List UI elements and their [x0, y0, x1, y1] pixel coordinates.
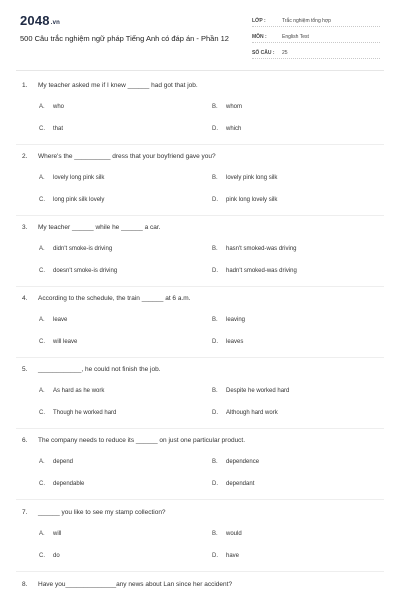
option-text: didn't smoke-is driving: [53, 246, 113, 252]
option-letter: A.: [39, 175, 45, 181]
meta-row-class: [252, 13, 380, 27]
option-text: do: [53, 553, 60, 559]
question-number: 7.: [22, 509, 28, 516]
question-divider: [16, 357, 384, 358]
option-letter: C.: [39, 553, 45, 559]
option-c[interactable]: [39, 410, 116, 416]
option-text: Despite he worked hard: [226, 388, 290, 394]
meta-row-count: [252, 45, 380, 59]
question-stem: [22, 153, 216, 160]
question-text: Where's the __________ dress that your boyfriend gave you?: [38, 153, 216, 160]
option-letter: C.: [39, 126, 45, 132]
question-text: ______ you like to see my stamp collection?: [38, 509, 166, 516]
question-stem: [22, 295, 191, 302]
option-text: dependant: [226, 481, 255, 487]
option-text: long pink silk lovely: [53, 197, 105, 203]
question-number: 6.: [22, 437, 28, 444]
option-d[interactable]: [212, 268, 297, 274]
question-number: 5.: [22, 366, 28, 373]
option-a[interactable]: [39, 317, 67, 323]
option-letter: B.: [212, 104, 218, 110]
option-a[interactable]: [39, 104, 64, 110]
question-number: 1.: [22, 82, 28, 89]
question-text: Have you______________any news about Lan since her accident?: [38, 581, 233, 588]
option-text: hasn't smoked-was driving: [226, 246, 297, 252]
question-number: 3.: [22, 224, 28, 231]
option-text: whom: [226, 104, 243, 110]
option-text: lovely pink long silk: [226, 175, 278, 181]
option-text: As hard as he work: [53, 388, 105, 394]
option-text: will leave: [53, 339, 78, 345]
meta-row-subject: [252, 29, 380, 43]
question-divider: [16, 499, 384, 500]
option-letter: D.: [212, 197, 218, 203]
option-text: dependable: [53, 481, 85, 487]
option-letter: C.: [39, 268, 45, 274]
option-d[interactable]: [212, 410, 278, 416]
meta-value: Trắc nghiệm tổng hợp: [282, 18, 331, 24]
meta-label: MÔN :: [252, 34, 267, 40]
question-text: My teacher ______ while he ______ a car.: [38, 224, 161, 231]
option-text: lovely long pink silk: [53, 175, 105, 181]
option-b[interactable]: [212, 246, 297, 252]
option-b[interactable]: [212, 104, 242, 110]
option-letter: A.: [39, 388, 45, 394]
logo-suffix: .vn: [50, 20, 61, 26]
option-letter: B.: [212, 246, 218, 252]
question-text: According to the schedule, the train ______ at 6 a.m.: [38, 295, 191, 302]
option-text: which: [226, 126, 242, 132]
question-text: ____________, he could not finish the job.: [38, 366, 161, 373]
option-c[interactable]: [39, 197, 104, 203]
document-meta: [252, 13, 380, 61]
question-divider: [16, 215, 384, 216]
option-letter: C.: [39, 481, 45, 487]
option-letter: D.: [212, 553, 218, 559]
question-divider: [16, 571, 384, 572]
meta-value: 25: [282, 50, 288, 56]
option-text: who: [53, 104, 65, 110]
option-text: dependence: [226, 459, 260, 465]
option-letter: D.: [212, 481, 218, 487]
option-text: leaving: [226, 317, 246, 323]
option-b[interactable]: [212, 459, 259, 465]
option-text: hadn't smoked-was driving: [226, 268, 297, 274]
option-b[interactable]: [212, 531, 242, 537]
question-stem: [22, 224, 161, 231]
document-title: 500 Câu trắc nghiệm ngữ pháp Tiếng Anh có đáp án - Phần 12: [20, 34, 229, 43]
option-c[interactable]: [39, 126, 63, 132]
option-a[interactable]: [39, 531, 61, 537]
question-text: The company needs to reduce its ______ on just one particular product.: [38, 437, 246, 444]
option-d[interactable]: [212, 197, 277, 203]
question-stem: [22, 366, 161, 373]
option-b[interactable]: [212, 317, 245, 323]
meta-label: SỐ CÂU :: [252, 50, 275, 56]
option-text: depend: [53, 459, 74, 465]
option-letter: A.: [39, 246, 45, 252]
option-c[interactable]: [39, 481, 84, 487]
option-letter: D.: [212, 410, 218, 416]
option-text: will: [53, 531, 62, 537]
question-text: My teacher asked me if I knew ______ had got that job.: [38, 82, 198, 89]
option-letter: C.: [39, 339, 45, 345]
option-text: pink long lovely silk: [226, 197, 278, 203]
question-divider: [16, 428, 384, 429]
header-divider: [16, 70, 384, 71]
option-text: would: [226, 531, 242, 537]
logo-text: 2048: [20, 13, 50, 28]
option-b[interactable]: [212, 175, 277, 181]
option-d[interactable]: [212, 553, 239, 559]
option-c[interactable]: [39, 553, 60, 559]
option-text: leave: [53, 317, 68, 323]
meta-value: English Test: [282, 34, 309, 40]
option-d[interactable]: [212, 481, 254, 487]
question-stem: [22, 509, 166, 516]
site-logo[interactable]: [20, 13, 60, 28]
option-letter: B.: [212, 531, 218, 537]
option-letter: C.: [39, 410, 45, 416]
option-letter: B.: [212, 388, 218, 394]
option-letter: A.: [39, 531, 45, 537]
option-letter: C.: [39, 197, 45, 203]
option-a[interactable]: [39, 459, 73, 465]
option-text: Although hard work: [226, 410, 278, 416]
option-text: Though he worked hard: [53, 410, 117, 416]
option-d[interactable]: [212, 339, 243, 345]
option-letter: D.: [212, 268, 218, 274]
option-b[interactable]: [212, 388, 289, 394]
question-stem: [22, 581, 232, 588]
option-letter: A.: [39, 104, 45, 110]
option-d[interactable]: [212, 126, 241, 132]
question-divider: [16, 286, 384, 287]
option-c[interactable]: [39, 339, 77, 345]
question-stem: [22, 82, 198, 89]
option-letter: A.: [39, 459, 45, 465]
question-stem: [22, 437, 245, 444]
option-text: that: [53, 126, 64, 132]
question-number: 2.: [22, 153, 28, 160]
option-letter: B.: [212, 459, 218, 465]
option-text: have: [226, 553, 240, 559]
option-letter: A.: [39, 317, 45, 323]
option-letter: D.: [212, 339, 218, 345]
question-divider: [16, 144, 384, 145]
option-a[interactable]: [39, 246, 112, 252]
option-text: leaves: [226, 339, 244, 345]
meta-label: LỚP :: [252, 18, 266, 24]
option-a[interactable]: [39, 388, 104, 394]
option-letter: D.: [212, 126, 218, 132]
option-text: doesn't smoke-is driving: [53, 268, 118, 274]
option-c[interactable]: [39, 268, 117, 274]
question-number: 4.: [22, 295, 28, 302]
option-letter: B.: [212, 317, 218, 323]
option-a[interactable]: [39, 175, 104, 181]
question-number: 8.: [22, 581, 28, 588]
option-letter: B.: [212, 175, 218, 181]
